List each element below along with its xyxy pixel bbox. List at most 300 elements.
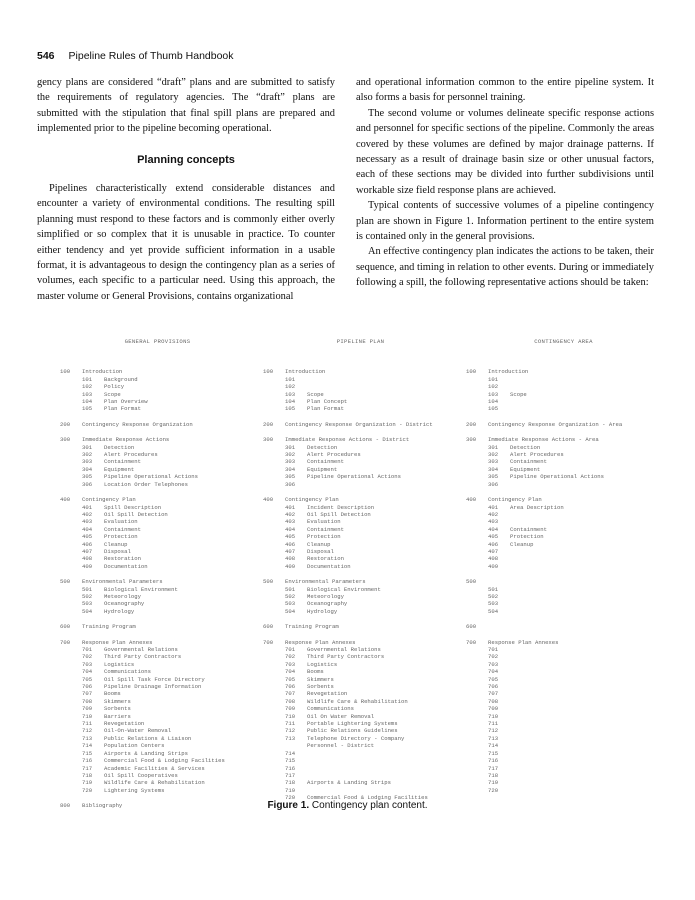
figure-item xyxy=(466,690,661,697)
figure-item-text: Alert Procedures xyxy=(104,451,158,459)
figure-item xyxy=(60,735,255,742)
figure-item xyxy=(466,398,661,405)
figure-item-number: 710 xyxy=(82,712,93,720)
figure-item-number: 711 xyxy=(488,720,499,728)
figure-item-number: 700 xyxy=(263,638,274,646)
figure-item xyxy=(466,541,661,548)
figure-item-text: Introduction xyxy=(285,368,326,376)
figure-item-number: 503 xyxy=(82,600,93,608)
figure-item-text: Containment xyxy=(510,525,547,533)
figure-item xyxy=(60,383,255,390)
figure-item xyxy=(60,548,255,555)
figure-item-number: 707 xyxy=(285,690,296,698)
figure-section xyxy=(263,368,458,412)
figure-item-text: Airports & Landing Strips xyxy=(307,779,391,787)
figure-section xyxy=(466,496,661,570)
figure-item-number: 500 xyxy=(60,578,71,586)
figure-item-number: 501 xyxy=(82,585,93,593)
figure-item-number: 706 xyxy=(488,683,499,691)
figure-item xyxy=(263,376,458,383)
figure-item-number: 102 xyxy=(285,383,296,391)
figure-item-text: Third Party Contractors xyxy=(307,653,385,661)
figure-item-number: 404 xyxy=(285,525,296,533)
figure-item-text: Contingency Plan xyxy=(285,496,339,504)
figure-item xyxy=(466,757,661,764)
figure-item xyxy=(263,727,458,734)
section-heading: Planning concepts xyxy=(137,153,235,166)
figure-item-text: Lightering Systems xyxy=(104,786,165,794)
figure-item xyxy=(466,593,661,600)
right-paragraph-1: and operational information common to the entire pipeline system. It also forms a basis for personnel training. xyxy=(356,77,654,104)
figure-item xyxy=(263,653,458,660)
figure-item xyxy=(60,742,255,749)
figure-item-text: Communications xyxy=(104,668,151,676)
figure-item-number: 705 xyxy=(285,675,296,683)
figure-item-number: 105 xyxy=(488,405,499,413)
figure-item-number: 405 xyxy=(488,533,499,541)
figure-item-number: 702 xyxy=(285,653,296,661)
figure-item-number: 718 xyxy=(285,779,296,787)
figure-item-number: 503 xyxy=(285,600,296,608)
figure-item-number: 504 xyxy=(82,607,93,615)
figure-item-text: Protection xyxy=(307,533,341,541)
figure-section xyxy=(263,639,458,802)
figure-item-number: 600 xyxy=(466,623,477,631)
figure-item xyxy=(263,383,458,390)
figure-item-number: 715 xyxy=(82,749,93,757)
figure-item-text: Revegetation xyxy=(104,720,145,728)
figure-item xyxy=(263,541,458,548)
figure-item xyxy=(60,444,255,451)
figure-item xyxy=(60,683,255,690)
figure-item xyxy=(466,772,661,779)
figure-item xyxy=(60,779,255,786)
figure-item-number: 403 xyxy=(285,518,296,526)
figure-item-number: 708 xyxy=(82,697,93,705)
figure-item xyxy=(263,742,458,749)
figure-section xyxy=(60,436,255,488)
figure-item xyxy=(60,473,255,480)
figure-item-number: 100 xyxy=(263,368,274,376)
figure-item-number: 706 xyxy=(82,683,93,691)
figure-item xyxy=(263,668,458,675)
figure-item xyxy=(466,727,661,734)
figure-item-text: Revegetation xyxy=(307,690,348,698)
figure-item-text: Containment xyxy=(510,458,547,466)
figure-section xyxy=(60,421,255,428)
book-title: Pipeline Rules of Thumb Handbook xyxy=(68,50,234,62)
figure-item-text: Equipment xyxy=(104,465,135,473)
figure-section xyxy=(466,578,661,615)
figure-item-text: Incident Description xyxy=(307,503,375,511)
figure-item-number: 719 xyxy=(82,779,93,787)
figure-item-number: 503 xyxy=(488,600,499,608)
figure-item xyxy=(60,458,255,465)
figure-item-text: Scope xyxy=(510,390,527,398)
figure-item xyxy=(263,473,458,480)
figure-item-text: Oceanography xyxy=(307,600,348,608)
figure-item-number: 305 xyxy=(488,473,499,481)
figure-item-text: Booms xyxy=(104,690,121,698)
figure-item-text: Scope xyxy=(104,390,121,398)
figure-item-number: 302 xyxy=(488,451,499,459)
figure-item-number: 103 xyxy=(82,390,93,398)
figure-item-text: Cleanup xyxy=(104,540,128,548)
figure-item-text: Introduction xyxy=(82,368,123,376)
figure-item-text: Spill Description xyxy=(104,503,162,511)
figure-item xyxy=(263,772,458,779)
figure-item xyxy=(466,563,661,570)
figure-item-text: Biological Environment xyxy=(307,585,381,593)
right-paragraph-4: An effective contingency plan indicates the actions to be taken, their sequence, and timing in relation to other events. During or immediately following a spill, the following representative actions should be taken: xyxy=(356,246,654,289)
figure-item xyxy=(466,750,661,757)
figure-item xyxy=(466,518,661,525)
figure-item-text: Pipeline Drainage Information xyxy=(104,683,202,691)
figure-item xyxy=(60,668,255,675)
figure-item xyxy=(60,511,255,518)
figure-item-number: 300 xyxy=(60,436,71,444)
figure-item xyxy=(263,504,458,511)
figure-item-number: 712 xyxy=(82,727,93,735)
figure-item-number: 303 xyxy=(285,458,296,466)
figure-item-number: 303 xyxy=(488,458,499,466)
figure-item-number: 711 xyxy=(82,720,93,728)
figure-item-text: Containment xyxy=(307,458,344,466)
figure-column-general-provisions xyxy=(60,338,255,818)
figure-item-text: Detection xyxy=(307,443,338,451)
figure-item xyxy=(60,586,255,593)
figure-item xyxy=(466,555,661,562)
figure-item-number: 301 xyxy=(488,443,499,451)
figure-item xyxy=(60,676,255,683)
figure-item-text: Logistics xyxy=(307,660,338,668)
figure-item xyxy=(60,600,255,607)
figure-item xyxy=(263,533,458,540)
figure-item-number: 105 xyxy=(82,405,93,413)
figure-item xyxy=(466,742,661,749)
figure-item-text: Logistics xyxy=(104,660,135,668)
figure-item-number: 306 xyxy=(285,480,296,488)
figure-item xyxy=(263,593,458,600)
figure-item-text: Containment xyxy=(104,458,141,466)
figure-item-number: 701 xyxy=(285,646,296,653)
figure-item xyxy=(263,608,458,615)
figure-item-text: Response Plan Annexes xyxy=(488,638,559,646)
figure-item xyxy=(263,690,458,697)
right-paragraph-3: Typical contents of successive volumes of a pipeline contingency plan are shown in Figure 1. Information pertinent to the entire system is contained only in the general provisions. xyxy=(356,200,654,243)
figure-item-text: Disposal xyxy=(307,547,334,555)
figure-item xyxy=(60,705,255,712)
figure-item-number: 404 xyxy=(82,525,93,533)
figure-item-text: Communications xyxy=(307,705,354,713)
figure-item-text: Governmental Relations xyxy=(104,646,178,653)
figure-item xyxy=(466,533,661,540)
figure-item-text: Response Plan Annexes xyxy=(285,638,356,646)
figure-item-text: Commercial Food & Lodging Facilities xyxy=(307,794,428,802)
figure-item xyxy=(60,608,255,615)
figure-item-text: Telephone Directory - Company xyxy=(307,734,405,742)
figure-item xyxy=(60,518,255,525)
figure-item-number: 305 xyxy=(82,473,93,481)
figure-item-number: 702 xyxy=(82,653,93,661)
figure-item-number: 406 xyxy=(285,540,296,548)
figure-item xyxy=(466,623,661,630)
figure-item xyxy=(60,787,255,794)
figure-item-number: 710 xyxy=(488,712,499,720)
figure-item xyxy=(263,779,458,786)
figure-item xyxy=(466,646,661,653)
figure-item-text: Alert Procedures xyxy=(307,451,361,459)
figure-item xyxy=(263,511,458,518)
figure-item-number: 401 xyxy=(82,503,93,511)
figure-item-number: 305 xyxy=(285,473,296,481)
figure-item-text: Plan Format xyxy=(307,405,344,413)
figure-item-number: 404 xyxy=(488,525,499,533)
figure-section xyxy=(466,623,661,630)
figure-item-text: Training Program xyxy=(285,623,339,631)
figure-item-number: 300 xyxy=(466,436,477,444)
figure-column-title: PIPELINE PLAN xyxy=(336,338,385,345)
figure-item-number: 409 xyxy=(82,562,93,570)
figure-item-text: Detection xyxy=(510,443,541,451)
figure-item-number: 400 xyxy=(263,496,274,504)
figure-item xyxy=(60,563,255,570)
figure-item-number: 700 xyxy=(60,638,71,646)
figure-item-number: 701 xyxy=(82,646,93,653)
figure-item-number: 718 xyxy=(82,771,93,779)
figure-item xyxy=(60,421,255,428)
figure-item-text: Detection xyxy=(104,443,135,451)
figure-item xyxy=(263,787,458,794)
figure-item-number: 703 xyxy=(488,660,499,668)
figure-item xyxy=(263,481,458,488)
figure-item-text: Environmental Parameters xyxy=(285,578,366,586)
figure-item xyxy=(60,690,255,697)
figure-item-number: 408 xyxy=(285,555,296,563)
figure-item-text: Cleanup xyxy=(307,540,331,548)
figure-item-number: 409 xyxy=(488,562,499,570)
figure-item xyxy=(466,765,661,772)
figure-item-text: Equipment xyxy=(307,465,338,473)
figure-item-number: 101 xyxy=(488,375,499,383)
figure-item-text: Equipment xyxy=(510,465,541,473)
figure-item xyxy=(466,586,661,593)
figure-item-text: Oil Spill Cooperatives xyxy=(104,771,178,779)
figure-item-text: Alert Procedures xyxy=(510,451,564,459)
figure-item xyxy=(60,533,255,540)
figure-item-text: Population Centers xyxy=(104,742,165,750)
figure-item xyxy=(60,661,255,668)
figure-item xyxy=(466,608,661,615)
figure-item-number: 600 xyxy=(60,623,71,631)
figure-item xyxy=(466,526,661,533)
left-paragraph-1: gency plans are considered “draft” plans and are submitted to satisfy the requirements of regulatory agencies. The “draft” plans are submitted with the stipulation that final spill plans are prepared and implemented prior to the pipeline becoming operational. xyxy=(37,77,335,135)
figure-item xyxy=(60,757,255,764)
figure-item xyxy=(263,683,458,690)
figure-item-number: 304 xyxy=(488,465,499,473)
figure-section xyxy=(263,421,458,428)
figure-item-number: 709 xyxy=(285,705,296,713)
figure-item-number: 101 xyxy=(82,375,93,383)
figure-item-text: Biological Environment xyxy=(104,585,178,593)
figure-item-text: Pipeline Operational Actions xyxy=(104,473,198,481)
figure-item xyxy=(466,713,661,720)
figure-item xyxy=(466,444,661,451)
figure-item-number: 706 xyxy=(285,683,296,691)
figure-item-text: Meteorology xyxy=(104,592,141,600)
figure-item xyxy=(263,436,458,443)
figure-item-number: 302 xyxy=(82,451,93,459)
figure-item-text: Skimmers xyxy=(307,675,334,683)
figure-item-number xyxy=(263,742,307,749)
figure-item-text: Background xyxy=(104,375,138,383)
figure-item xyxy=(466,473,661,480)
figure-item xyxy=(60,623,255,630)
figure-section xyxy=(60,368,255,412)
figure-item xyxy=(263,676,458,683)
figure-item-text: Oil Spill Detection xyxy=(307,510,371,518)
figure-item-text: Contingency Plan xyxy=(488,496,542,504)
figure-item xyxy=(60,727,255,734)
figure-item-text: Commercial Food & Lodging Facilities xyxy=(104,757,225,765)
figure-item-number: 718 xyxy=(488,771,499,779)
figure-item xyxy=(466,458,661,465)
figure-item-number: 702 xyxy=(488,653,499,661)
figure-item-number: 306 xyxy=(488,480,499,488)
figure-item-text: Containment xyxy=(104,525,141,533)
figure-item-text: Public Relations Guidelines xyxy=(307,727,398,735)
figure-section xyxy=(263,496,458,570)
figure-item-text: Response Plan Annexes xyxy=(82,638,153,646)
figure-item-text: Governmental Relations xyxy=(307,646,381,653)
figure-item-number: 102 xyxy=(82,383,93,391)
left-column xyxy=(37,75,335,304)
figure-column-title: GENERAL PROVISIONS xyxy=(124,338,191,345)
figure-item-text: Evaluation xyxy=(307,518,341,526)
figure-item xyxy=(466,391,661,398)
figure-item-number: 304 xyxy=(285,465,296,473)
figure-item-number: 405 xyxy=(285,533,296,541)
figure-item-number: 102 xyxy=(488,383,499,391)
figure-item xyxy=(263,526,458,533)
figure-item-number: 407 xyxy=(285,547,296,555)
figure-item-number: 600 xyxy=(263,623,274,631)
figure-item-number: 101 xyxy=(285,375,296,383)
figure-item xyxy=(263,713,458,720)
figure-item-number: 715 xyxy=(488,749,499,757)
figure-item-number: 710 xyxy=(285,712,296,720)
figure-item-number: 720 xyxy=(285,794,296,802)
figure-item-text: Restoration xyxy=(104,555,141,563)
figure-item xyxy=(60,765,255,772)
figure-item-text: Skimmers xyxy=(104,697,131,705)
figure-item xyxy=(466,405,661,412)
figure-section xyxy=(466,436,661,488)
figure-item-number: 720 xyxy=(82,786,93,794)
figure-item-text: Barriers xyxy=(104,712,131,720)
figure-item-text: Cleanup xyxy=(510,540,534,548)
figure-item-number: 104 xyxy=(488,398,499,406)
figure-item xyxy=(466,735,661,742)
figure-item-text: Wildlife Care & Rehabilitation xyxy=(307,697,408,705)
figure-item-text: Policy xyxy=(104,383,125,391)
figure-item-text: Restoration xyxy=(307,555,344,563)
figure-item xyxy=(263,735,458,742)
figure-item-text: Sorbents xyxy=(307,683,334,691)
figure-item-text: Immediate Response Actions xyxy=(82,436,170,444)
figure-item xyxy=(60,376,255,383)
figure-item xyxy=(466,466,661,473)
figure-section xyxy=(60,623,255,630)
figure-item xyxy=(466,668,661,675)
figure-item-number: 504 xyxy=(488,607,499,615)
figure-item-number: 714 xyxy=(488,742,499,750)
figure-item-text: Protection xyxy=(104,533,138,541)
figure-item-text: Contingency Response Organization - District xyxy=(285,420,433,428)
figure-item xyxy=(263,466,458,473)
figure-item xyxy=(466,683,661,690)
figure-item-number: 709 xyxy=(488,705,499,713)
figure-item xyxy=(263,563,458,570)
figure-item xyxy=(466,639,661,646)
figure-item-number: 408 xyxy=(488,555,499,563)
figure-item xyxy=(263,398,458,405)
figure-item-number: 709 xyxy=(82,705,93,713)
figure-item-text: Plan Concept xyxy=(307,398,348,406)
figure-item xyxy=(466,383,661,390)
figure-item-text: Academic Facilities & Services xyxy=(104,764,205,772)
figure-item xyxy=(263,623,458,630)
figure-item-text: Plan Overview xyxy=(104,398,148,406)
figure-item-number: 407 xyxy=(488,547,499,555)
figure-item-number: 407 xyxy=(82,547,93,555)
figure-item xyxy=(263,757,458,764)
figure-item-number: 716 xyxy=(285,764,296,772)
figure-item-number: 402 xyxy=(285,510,296,518)
figure-item xyxy=(466,376,661,383)
figure-item xyxy=(466,451,661,458)
figure-section xyxy=(466,639,661,795)
figure-item-text: Contingency Plan xyxy=(82,496,136,504)
figure-item xyxy=(466,511,661,518)
figure-item-number: 713 xyxy=(285,734,296,742)
figure-item-number: 100 xyxy=(60,368,71,376)
figure-item-number: 301 xyxy=(82,443,93,451)
figure-item-number: 502 xyxy=(285,592,296,600)
figure-item xyxy=(60,405,255,412)
figure-item xyxy=(263,444,458,451)
figure-item-number: 300 xyxy=(263,436,274,444)
figure-item xyxy=(263,368,458,375)
figure-item-text: Location Order Telephones xyxy=(104,480,188,488)
figure-item xyxy=(60,639,255,646)
figure-item xyxy=(263,405,458,412)
figure-item-text: Booms xyxy=(307,668,324,676)
figure-item-number: 800 xyxy=(60,802,71,810)
figure-item-number: 403 xyxy=(488,518,499,526)
figure-item xyxy=(263,600,458,607)
figure-item xyxy=(466,705,661,712)
figure-item xyxy=(263,496,458,503)
figure-item-number: 714 xyxy=(82,742,93,750)
figure-section xyxy=(263,436,458,488)
figure-item-number: 719 xyxy=(285,786,296,794)
figure-item xyxy=(60,713,255,720)
figure-item xyxy=(466,504,661,511)
figure-item xyxy=(466,368,661,375)
figure-item-number: 302 xyxy=(285,451,296,459)
figure-item-text: Wildlife Care & Rehabilitation xyxy=(104,779,205,787)
